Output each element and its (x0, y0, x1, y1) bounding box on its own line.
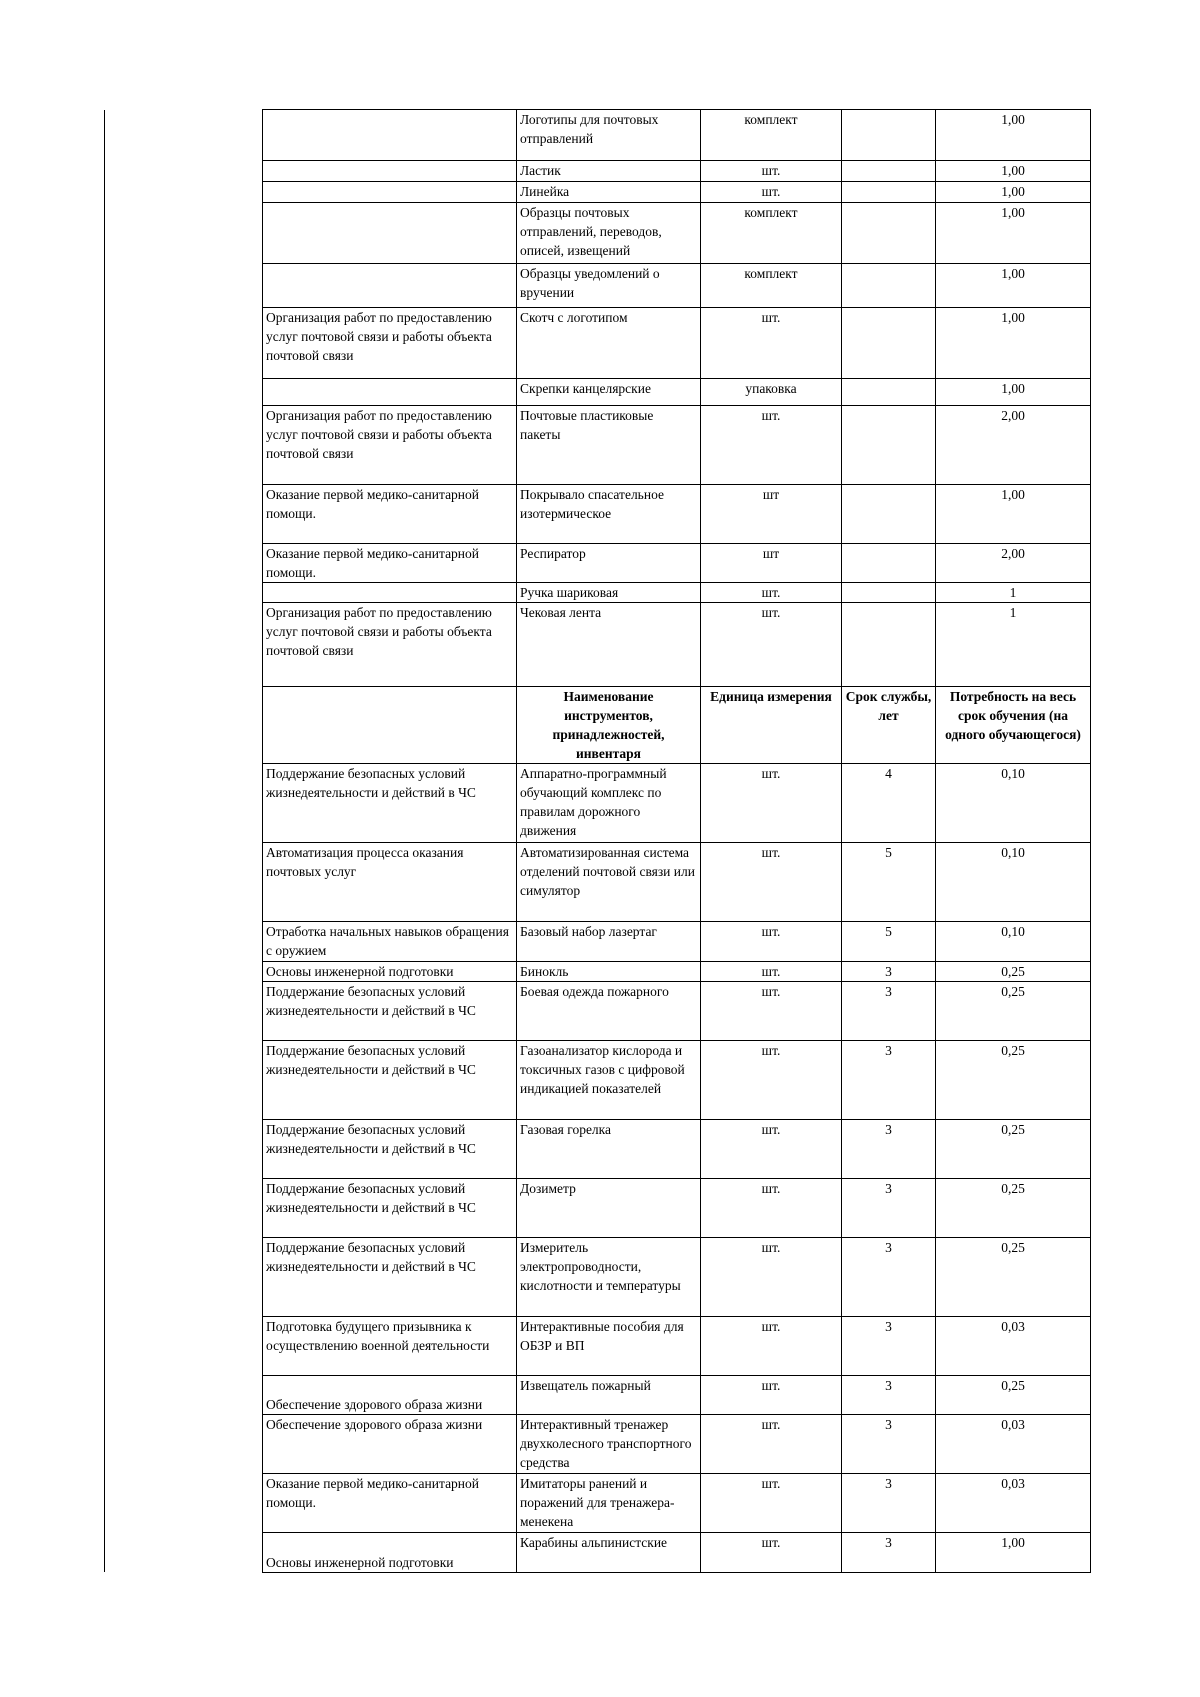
item-cell: Интерактивные пособия для ОБЗР и ВП (517, 1317, 701, 1376)
table-row (263, 583, 1091, 603)
life-cell: 3 (842, 982, 936, 1041)
life-cell: 3 (842, 1041, 936, 1120)
item-cell: Ластик (517, 161, 701, 182)
need-cell: 0,25 (936, 1041, 1091, 1120)
unit-cell: шт (701, 485, 842, 544)
table-row (263, 1533, 1091, 1573)
activity-cell (263, 161, 517, 182)
life-cell (842, 110, 936, 161)
item-cell: Логотипы для почтовых отправлений (517, 110, 701, 161)
table-row (263, 264, 1091, 308)
header-activity-cell (263, 687, 517, 764)
table-row (263, 203, 1091, 264)
unit-cell: шт. (701, 962, 842, 982)
item-cell: Боевая одежда пожарного (517, 982, 701, 1041)
page-margin-line (104, 110, 105, 1572)
table-row (263, 843, 1091, 922)
activity-cell: Оказание первой медико-санитарной помощи. (263, 1474, 517, 1533)
need-cell: 2,00 (936, 544, 1091, 583)
unit-cell: шт. (701, 406, 842, 485)
life-cell: 5 (842, 922, 936, 962)
unit-cell: упаковка (701, 379, 842, 406)
inventory-table (262, 109, 1091, 1573)
table-row (263, 1041, 1091, 1120)
activity-cell: Поддержание безопасных условий жизнедеятельности и действий в ЧС (263, 1238, 517, 1317)
item-cell: Бинокль (517, 962, 701, 982)
need-cell: 0,25 (936, 1238, 1091, 1317)
activity-cell: Организация работ по предоставлению услуг почтовой связи и работы объекта почтовой связи (263, 603, 517, 687)
need-cell: 1,00 (936, 379, 1091, 406)
unit-cell: шт. (701, 1317, 842, 1376)
item-cell: Образцы уведомлений о вручении (517, 264, 701, 308)
header-unit-cell: Единица измерения (701, 687, 842, 764)
activity-cell (263, 379, 517, 406)
activity-cell: Оказание первой медико-санитарной помощи. (263, 544, 517, 583)
need-cell: 2,00 (936, 406, 1091, 485)
activity-cell (263, 583, 517, 603)
item-cell: Ручка шариковая (517, 583, 701, 603)
item-cell: Интерактивный тренажер двухколесного транспортного средства (517, 1415, 701, 1474)
unit-cell: шт. (701, 1415, 842, 1474)
life-cell (842, 264, 936, 308)
activity-cell: Автоматизация процесса оказания почтовых услуг (263, 843, 517, 922)
item-cell: Аппаратно-программный обучающий комплекс по правилам дорожного движения (517, 764, 701, 843)
unit-cell: шт. (701, 843, 842, 922)
life-cell: 3 (842, 1376, 936, 1415)
table-row (263, 1179, 1091, 1238)
unit-cell: шт. (701, 1474, 842, 1533)
activity-cell (263, 264, 517, 308)
item-cell: Извещатель пожарный (517, 1376, 701, 1415)
table-row (263, 485, 1091, 544)
table-row (263, 406, 1091, 485)
need-cell: 0,10 (936, 764, 1091, 843)
activity-cell: Поддержание безопасных условий жизнедеятельности и действий в ЧС (263, 982, 517, 1041)
life-cell (842, 308, 936, 379)
activity-cell: Организация работ по предоставлению услуг почтовой связи и работы объекта почтовой связи (263, 406, 517, 485)
need-cell: 0,10 (936, 922, 1091, 962)
unit-cell: шт. (701, 764, 842, 843)
life-cell: 3 (842, 1533, 936, 1573)
table-row (263, 1376, 1091, 1415)
item-cell: Имитаторы ранений и поражений для тренажера-менекена (517, 1474, 701, 1533)
item-cell: Газоанализатор кислорода и токсичных газов с цифровой индикацией показателей (517, 1041, 701, 1120)
unit-cell: шт. (701, 1533, 842, 1573)
life-cell: 3 (842, 1474, 936, 1533)
life-cell: 3 (842, 1120, 936, 1179)
item-cell: Линейка (517, 182, 701, 203)
table-row (263, 308, 1091, 379)
activity-cell: Подготовка будущего призывника к осуществлению военной деятельности (263, 1317, 517, 1376)
activity-cell: Основы инженерной подготовки (263, 962, 517, 982)
table-header-row (263, 687, 1091, 764)
life-cell: 3 (842, 1179, 936, 1238)
need-cell: 0,25 (936, 982, 1091, 1041)
need-cell: 0,03 (936, 1317, 1091, 1376)
need-cell: 0,03 (936, 1474, 1091, 1533)
need-cell: 1,00 (936, 161, 1091, 182)
activity-cell: Обеспечение здорового образа жизни (263, 1376, 517, 1415)
item-cell: Карабины альпинистские (517, 1533, 701, 1573)
life-cell: 3 (842, 962, 936, 982)
unit-cell: шт. (701, 308, 842, 379)
need-cell: 0,25 (936, 1120, 1091, 1179)
header-need-cell: Потребность на весь срок обучения (на одного обучающегося) (936, 687, 1091, 764)
activity-cell (263, 182, 517, 203)
header-item-cell: Наименование инструментов, принадлежностей, инвентаря (517, 687, 701, 764)
activity-cell: Основы инженерной подготовки (263, 1533, 517, 1573)
need-cell: 1,00 (936, 182, 1091, 203)
activity-cell: Поддержание безопасных условий жизнедеятельности и действий в ЧС (263, 764, 517, 843)
need-cell: 1,00 (936, 308, 1091, 379)
item-cell: Дозиметр (517, 1179, 701, 1238)
life-cell (842, 182, 936, 203)
table-row (263, 1120, 1091, 1179)
unit-cell: шт. (701, 1238, 842, 1317)
life-cell (842, 379, 936, 406)
unit-cell: комплект (701, 203, 842, 264)
table-row (263, 1474, 1091, 1533)
activity-cell: Оказание первой медико-санитарной помощи. (263, 485, 517, 544)
need-cell: 1,00 (936, 264, 1091, 308)
need-cell: 0,25 (936, 1179, 1091, 1238)
need-cell: 0,25 (936, 1376, 1091, 1415)
activity-cell: Поддержание безопасных условий жизнедеятельности и действий в ЧС (263, 1120, 517, 1179)
need-cell: 1,00 (936, 1533, 1091, 1573)
table-row (263, 182, 1091, 203)
activity-cell: Поддержание безопасных условий жизнедеятельности и действий в ЧС (263, 1041, 517, 1120)
unit-cell: шт. (701, 982, 842, 1041)
table-row (263, 764, 1091, 843)
item-cell: Измеритель электропроводности, кислотности и температуры (517, 1238, 701, 1317)
need-cell: 0,10 (936, 843, 1091, 922)
unit-cell: шт. (701, 161, 842, 182)
unit-cell: шт (701, 544, 842, 583)
item-cell: Почтовые пластиковые пакеты (517, 406, 701, 485)
life-cell (842, 406, 936, 485)
activity-cell (263, 203, 517, 264)
item-cell: Скотч с логотипом (517, 308, 701, 379)
life-cell (842, 603, 936, 687)
unit-cell: шт. (701, 1120, 842, 1179)
item-cell: Респиратор (517, 544, 701, 583)
table-row (263, 922, 1091, 962)
item-cell: Газовая горелка (517, 1120, 701, 1179)
unit-cell: шт. (701, 1041, 842, 1120)
activity-cell: Поддержание безопасных условий жизнедеятельности и действий в ЧС (263, 1179, 517, 1238)
life-cell: 3 (842, 1238, 936, 1317)
item-cell: Базовый набор лазертаг (517, 922, 701, 962)
life-cell (842, 485, 936, 544)
table-row (263, 1415, 1091, 1474)
table-row (263, 962, 1091, 982)
unit-cell: комплект (701, 264, 842, 308)
unit-cell: шт. (701, 583, 842, 603)
unit-cell: шт. (701, 603, 842, 687)
table-row (263, 379, 1091, 406)
life-cell (842, 203, 936, 264)
need-cell: 0,03 (936, 1415, 1091, 1474)
table-row (263, 544, 1091, 583)
table-row (263, 603, 1091, 687)
life-cell (842, 583, 936, 603)
life-cell (842, 544, 936, 583)
need-cell: 0,25 (936, 962, 1091, 982)
table-row (263, 1317, 1091, 1376)
table-row (263, 110, 1091, 161)
need-cell: 1,00 (936, 203, 1091, 264)
need-cell: 1 (936, 603, 1091, 687)
table-row (263, 1238, 1091, 1317)
activity-cell: Отработка начальных навыков обращения с оружием (263, 922, 517, 962)
need-cell: 1,00 (936, 485, 1091, 544)
item-cell: Чековая лента (517, 603, 701, 687)
header-life-cell: Срок службы, лет (842, 687, 936, 764)
unit-cell: шт. (701, 1376, 842, 1415)
item-cell: Покрывало спасательное изотермическое (517, 485, 701, 544)
table-row (263, 982, 1091, 1041)
table-row (263, 161, 1091, 182)
need-cell: 1 (936, 583, 1091, 603)
life-cell: 3 (842, 1317, 936, 1376)
life-cell (842, 161, 936, 182)
life-cell: 3 (842, 1415, 936, 1474)
unit-cell: шт. (701, 182, 842, 203)
unit-cell: шт. (701, 1179, 842, 1238)
unit-cell: комплект (701, 110, 842, 161)
life-cell: 5 (842, 843, 936, 922)
unit-cell: шт. (701, 922, 842, 962)
item-cell: Автоматизированная система отделений почтовой связи или симулятор (517, 843, 701, 922)
need-cell: 1,00 (936, 110, 1091, 161)
item-cell: Образцы почтовых отправлений, переводов, описей, извещений (517, 203, 701, 264)
activity-cell: Обеспечение здорового образа жизни (263, 1415, 517, 1474)
life-cell: 4 (842, 764, 936, 843)
activity-cell (263, 110, 517, 161)
item-cell: Скрепки канцелярские (517, 379, 701, 406)
activity-cell: Организация работ по предоставлению услуг почтовой связи и работы объекта почтовой связи (263, 308, 517, 379)
